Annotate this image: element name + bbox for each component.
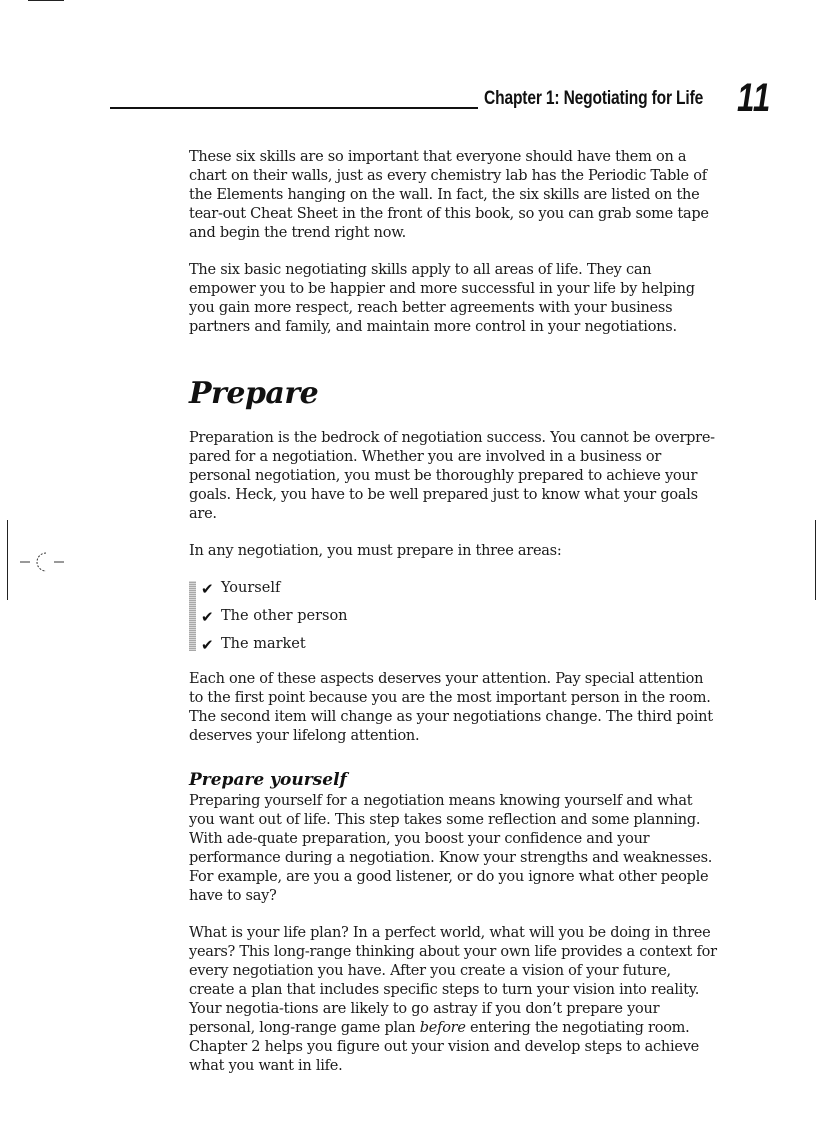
intro-paragraph-1: These six skills are so important that everyone should have them on a chart on their walls, just as every chemistry lab has the Periodic Table of the Elements hanging on the wall. In fact, the six skills are listed on the tear-out Cheat Sheet in the front of this book, so you can grab some tape and begin the trend right now. bbox=[189, 149, 709, 241]
intro-paragraph-2: The six basic negotiating skills apply to all areas of life. They can empower you to be happier and more successful in your life by helping you gain more respect, reach better agreements with your business partners and family, and maintain more control in your negotiations. bbox=[189, 262, 695, 335]
registration-mark-icon bbox=[20, 549, 68, 575]
prepare-yourself-paragraph-2: What is your life plan? In a perfect world, what will you be doing in three years? This long-range thinking about your own life provides a context for every negotiation you have. After you create a vision of your future, create a plan that includes specific steps to turn your vision into reality. Your negotia-tions are likely to go astray if you don’t prepare your personal, long-range game plan before entering the negotiating room. Chapter 2 helps you figure out your vision and develop steps to achieve what you want in life. bbox=[189, 925, 717, 1074]
prepare-paragraph-3: Each one of these aspects deserves your attention. Pay special attention to the first point because you are the most important person in the room. The second item will change as your negotiations change. The third point deserves your lifelong attention. bbox=[189, 671, 713, 744]
header-rule bbox=[110, 107, 478, 109]
checkmark-icon: ✔ bbox=[201, 580, 214, 598]
running-header-chapter-title: Chapter 1: Negotiating for Life bbox=[484, 88, 704, 109]
page-number: 11 bbox=[737, 76, 771, 120]
emphasis-before: before bbox=[419, 1020, 466, 1036]
body-text bbox=[189, 148, 719, 1076]
bullet-list bbox=[189, 579, 719, 654]
list-item: ✔ The market bbox=[201, 636, 306, 654]
prepare-paragraph-2: In any negotiation, you must prepare in three areas: bbox=[189, 543, 562, 559]
prepare-paragraph-1: Preparation is the bedrock of negotiation success. You cannot be overpre-pared for a negotiation. Whether you are involved in a business or personal negotiation, you must be thoroughly prepared to achieve your goals. Heck, you have to be well prepared just to know what your goals are. bbox=[189, 430, 715, 522]
prepare-yourself-paragraph-1: Preparing yourself for a negotiation means knowing yourself and what you want out of life. This step takes some reflection and some planning. With ade-quate preparation, you boost your confidence and your performance during a negotiation. Know your strengths and weaknesses. For example, are you a good listener, or do you ignore what other people have to say? bbox=[189, 793, 713, 904]
section-heading-prepare: Prepare bbox=[189, 376, 319, 411]
checkmark-icon: ✔ bbox=[201, 608, 214, 626]
crop-mark-top bbox=[28, 0, 64, 1]
subsection-heading-prepare-yourself: Prepare yourself bbox=[189, 770, 347, 790]
checkmark-icon: ✔ bbox=[201, 636, 214, 654]
list-item: ✔ Yourself bbox=[201, 580, 281, 598]
list-item: ✔ The other person bbox=[201, 608, 348, 626]
crop-mark-left bbox=[7, 520, 8, 600]
